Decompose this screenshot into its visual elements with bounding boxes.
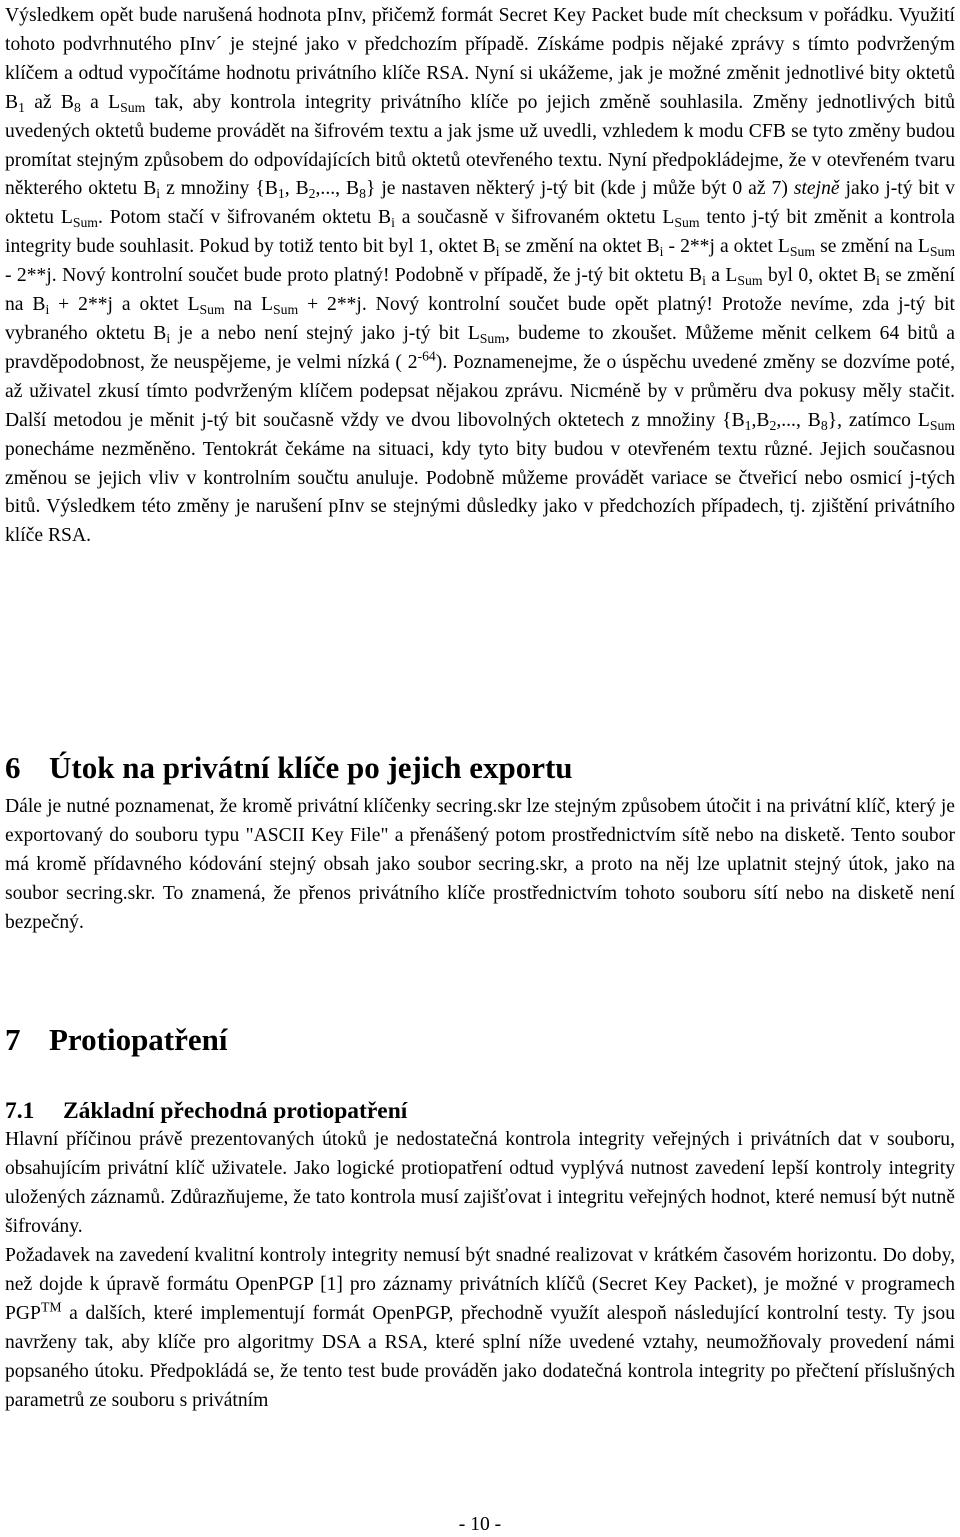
- subscript: 8: [820, 417, 828, 433]
- section-6-heading: [5, 750, 573, 786]
- subscript: i: [659, 244, 664, 260]
- text-run: + 2**j. Nový kontrolní součet bude opět platný! Protože nevíme, zda j-tý bit vybraného oktetu B: [5, 294, 955, 344]
- text-run: byl 0, oktet B: [762, 265, 877, 287]
- text-run: }, zatímco L: [827, 409, 930, 431]
- text-run: a současně v šifrovaném oktetu L: [394, 207, 675, 229]
- subscript: Sum: [72, 215, 98, 231]
- text-run: ,..., B: [315, 178, 360, 200]
- subscript: Sum: [674, 215, 700, 231]
- text-run: z množiny {B: [160, 178, 278, 200]
- paragraph-pinv-attack: [5, 2, 955, 551]
- text-run: Požadavek na zavedení kvalitní kontroly integrity nemusí být snadné realizovat v krátkém časovém horizontu. Do doby, než dojde k úpravě formátu OpenPGP [1] pro záznamy privátních klíčů (Secret Key Packet), je možné v programech PGP: [5, 1245, 955, 1324]
- text-run: tento j-tý bit změnit a kontrola integrity bude souhlasit. Pokud by totiž tento bit byl 1, oktet B: [5, 207, 956, 258]
- text-run: jako j-tý bit v oktetu L: [5, 178, 955, 229]
- text-run: se změní na B: [5, 265, 955, 316]
- section-title: Základní přechodná protiopatření: [63, 1098, 408, 1124]
- text-run: , budeme to zkoušet. Můžeme měnit celkem 64 bitů a pravděpodobnost, že neuspějeme, je velmi nízká ( 2: [5, 322, 955, 373]
- text-run: ponecháme nezměněno. Tentokrát čekáme na situaci, kdy tyto bity budou v otevřeném textu různé. Jejich současnou změnou se jejich vliv v kontrolním součtu anuluje. Podobně můžeme provádět variace se čtveřicí nebo osmicí j-tých bitů. Výsledkem této změny je narušení pInv se stejnými důsledky jako v předchozích případech, tj. zjištění privátního klíče RSA.: [5, 438, 955, 547]
- text-run: tak, aby kontrola integrity privátního klíče po jejich změně souhlasila. Změny jednotlivých bitů uvedených oktetů budeme provádět na šifrovém textu a jak jsme už uvedli, vzhledem k modu CFB se tyto změny budou promítat stejným způsobem do odpovídajících bitů oktetů otevřeného textu. Nyní předpokládejme, že v otevřeném tvaru některého oktetu B: [5, 91, 956, 200]
- subscript: i: [45, 301, 50, 317]
- text-run: se změní na L: [815, 236, 930, 258]
- subscript: 1: [744, 417, 752, 433]
- section-number: 6: [5, 750, 21, 785]
- section-title: Protiopatření: [49, 1022, 228, 1057]
- text-run: se změní na oktet B: [499, 236, 660, 258]
- subscript: i: [702, 272, 706, 288]
- text-run: - 2**j. Nový kontrolní součet bude proto platný! Podobně v případě, že j-tý bit oktetu B: [5, 265, 703, 287]
- paragraph-export-attack: Dále je nutné poznamenat, že kromě privátní klíčenky secring.skr lze stejným způsobem útočit i na privátní klíč, který je exportovaný do souboru typu "ASCII Key File" a přenášený potom prostřednictvím sítě nebo na disketě. Tento soubor má kromě přídavného kódování stejný obsah jako soubor secring.skr, a proto na něj lze uplatnit stejný útok, jako na soubor secring.skr. To znamená, že přenos privátního klíče prostřednictvím tohoto souboru sítí nebo na disketě není bezpečný.: [5, 796, 955, 933]
- superscript: TM: [40, 1299, 62, 1315]
- section-number: 7.1: [5, 1098, 35, 1124]
- subscript: i: [495, 244, 500, 260]
- subscript: Sum: [273, 301, 299, 317]
- subscript: 1: [277, 186, 285, 202]
- text-run: a L: [705, 265, 738, 287]
- text-run: ,B: [751, 409, 770, 431]
- paragraph-main-cause: Hlavní příčinou právě prezentovaných útoků je nedostatečná kontrola integrity veřejných i privátních dat v souboru, obsahujícím privátní klíč uživatele. Jako logické protiopatření odtud vyplývá nutnost zavedení lepší kontroly integrity uložených záznamů. Zdůrazňujeme, že tato kontrola musí zajišťovat i integritu veřejných hodnot, které nemusí být nutně šifrovány.: [5, 1129, 955, 1237]
- text-run: , B: [284, 178, 309, 200]
- text-run: a dalších, které implementují formát OpenPGP, přechodně využít alespoň následující kontrolní testy. Ty jsou navrženy tak, aby klíče pro algoritmy DSA a RSA, které splní níže uvedené vztahy, neumožňovaly provedení námi popsaného útoku. Předpokládá se, že tento test bude prováděn jako dodatečná kontrola integrity po přečtení příslušných parametrů ze souboru s privátním: [5, 1302, 955, 1411]
- paragraph-requirement: [5, 1242, 955, 1415]
- subscript: 1: [18, 99, 25, 115]
- subscript: 8: [74, 99, 81, 115]
- subscript: 2: [308, 186, 316, 202]
- text-run: je a nebo není stejný jako j-tý bit L: [170, 322, 480, 344]
- subscript: Sum: [789, 244, 816, 260]
- subscript: 8: [359, 186, 366, 202]
- subscript: Sum: [929, 244, 955, 260]
- section-7-1-heading: [5, 1097, 407, 1125]
- text-run: a L: [80, 91, 121, 113]
- subscript: i: [166, 330, 171, 346]
- subscript: Sum: [479, 330, 505, 346]
- text-run: ,..., B: [776, 409, 821, 431]
- text-run: - 2**j a oktet L: [663, 236, 790, 258]
- text-run: . Potom stačí v šifrovaném oktetu B: [97, 207, 392, 229]
- subscript: Sum: [199, 301, 225, 317]
- subscript: Sum: [120, 99, 146, 115]
- superscript: -64: [417, 348, 436, 364]
- text-run: na L: [224, 294, 273, 316]
- subscript: i: [876, 272, 880, 288]
- subscript: i: [156, 186, 161, 202]
- section-7-heading: [5, 1022, 228, 1058]
- section-number: 7: [5, 1022, 21, 1057]
- subscript: 2: [769, 417, 777, 433]
- subscript: Sum: [737, 272, 763, 288]
- text-run: Výsledkem opět bude narušená hodnota pInv, přičemž formát Secret Key Packet bude mít checksum v pořádku. Využití tohoto podvrhnutého pInv´ je stejné jako v předchozím případě. Získáme podpis nějaké zprávy s tímto podvrženým klíčem a odtud vypočítáme hodnotu privátního klíče RSA. Nyní si ukážeme, jak je možné změnit jednotlivé bity oktetů B: [5, 5, 955, 113]
- text-run: ). Poznamenejme, že o úspěchu uvedené změny se dozvíme poté, až uživatel zkusí tímto podvrženým klíčem podepsat nějakou zprávu. Nicméně by v průměru dva pokusy měly stačit. Další metodou je měnit j-tý bit současně vždy ve dvou libovolných oktetech z množiny {B: [5, 351, 956, 431]
- text-run: až B: [24, 91, 74, 113]
- page-number: - 10 -: [458, 1514, 502, 1535]
- emphasis: stejně: [793, 178, 840, 200]
- text-run: } je nastaven některý j-tý bit (kde j může být 0 až 7): [365, 178, 794, 200]
- text-run: + 2**j a oktet L: [49, 294, 200, 316]
- subscript: Sum: [929, 417, 955, 433]
- section-title: Útok na privátní klíče po jejich exportu: [49, 750, 573, 785]
- subscript: i: [391, 215, 395, 231]
